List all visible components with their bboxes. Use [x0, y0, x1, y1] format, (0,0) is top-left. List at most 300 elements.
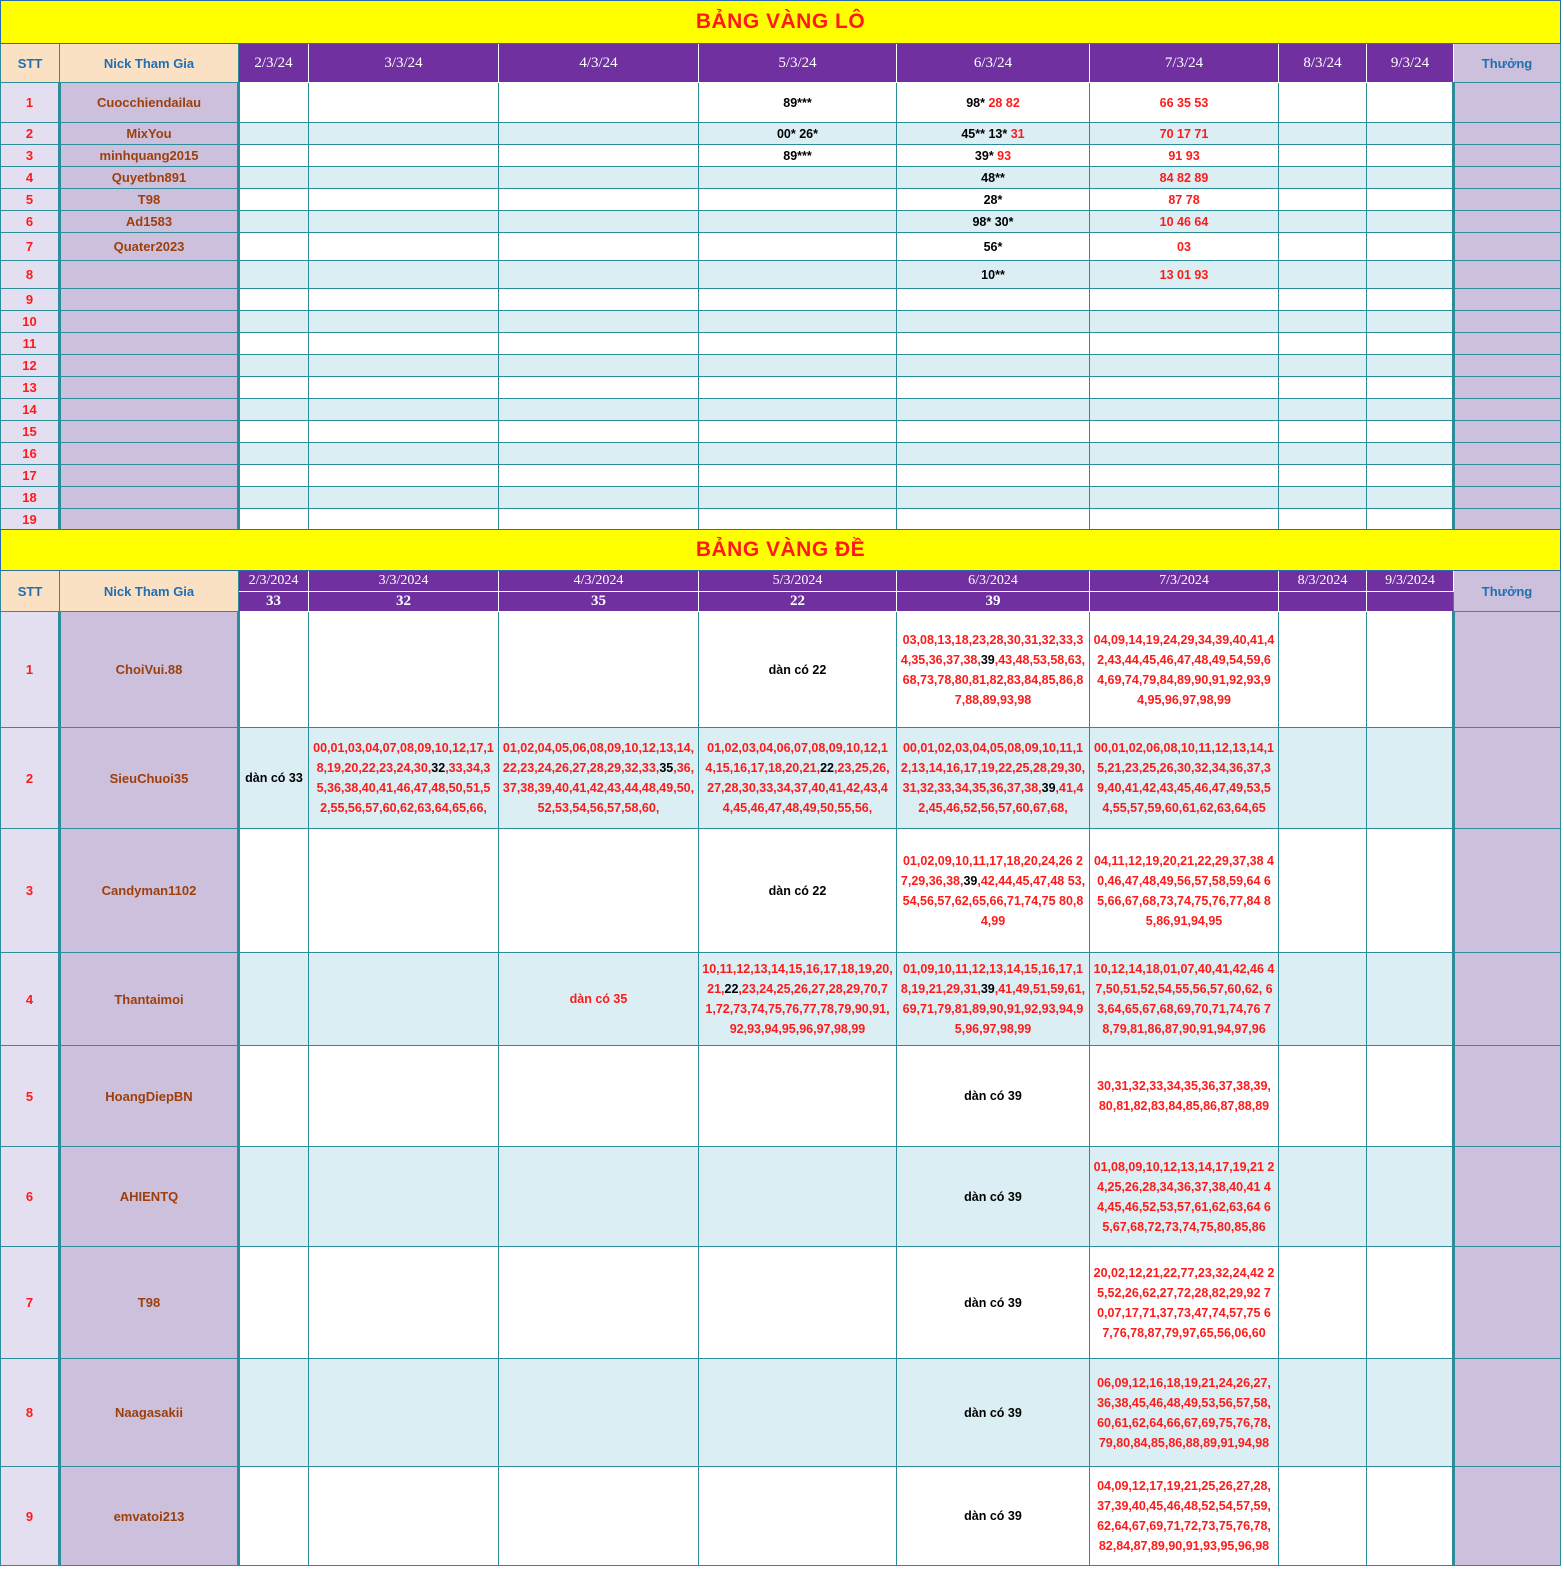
pick-text: 10 46 64: [1159, 214, 1209, 229]
de-row: [1, 829, 1561, 953]
day-cell: [1090, 1147, 1279, 1247]
stt-cell: 3: [1, 145, 60, 167]
day-cell: [1279, 728, 1367, 829]
day-cell: [309, 167, 499, 189]
day-cell: [1279, 1046, 1367, 1147]
lo-row: [1, 233, 1561, 261]
day-cell: [699, 123, 897, 145]
thuong-cell: [1454, 465, 1561, 487]
de-result: 33: [239, 592, 309, 612]
lo-row: [1, 123, 1561, 145]
pick-text: 66 35 53: [1159, 95, 1209, 110]
day-cell: [1279, 289, 1367, 311]
day-cell: [499, 1247, 699, 1359]
day-cell: [239, 1247, 309, 1359]
day-cell: [499, 1467, 699, 1566]
de-header-date: 3/3/2024: [309, 571, 499, 592]
thuong-cell: [1454, 289, 1561, 311]
thuong-cell: [1454, 355, 1561, 377]
day-cell: [309, 487, 499, 509]
day-cell: [499, 612, 699, 728]
thuong-cell: [1454, 953, 1561, 1046]
day-cell: [699, 333, 897, 355]
day-cell: [897, 509, 1090, 531]
day-cell: [699, 509, 897, 531]
de-result: 22: [699, 592, 897, 612]
stt-cell: 16: [1, 443, 60, 465]
day-cell: [897, 1147, 1090, 1247]
day-cell: [309, 612, 499, 728]
day-cell: [1279, 167, 1367, 189]
lo-row: [1, 311, 1561, 333]
day-cell: [499, 377, 699, 399]
day-cell: [1090, 953, 1279, 1046]
day-cell: [699, 261, 897, 289]
stt-cell: 18: [1, 487, 60, 509]
nick-cell: Quater2023: [60, 233, 239, 261]
nick-cell: Ad1583: [60, 211, 239, 233]
de-title: BẢNG VÀNG ĐỀ: [1, 530, 1561, 571]
day-cell: [499, 261, 699, 289]
de-row: [1, 1147, 1561, 1247]
day-cell: [239, 443, 309, 465]
day-cell: [1367, 829, 1454, 953]
de-result: 32: [309, 592, 499, 612]
de-header-thuong: Thưởng: [1454, 571, 1561, 612]
day-cell: [897, 123, 1090, 145]
stt-cell: 17: [1, 465, 60, 487]
day-cell: [1367, 1359, 1454, 1467]
stt-cell: 8: [1, 261, 60, 289]
day-cell: [1090, 83, 1279, 123]
day-cell: [1367, 333, 1454, 355]
day-cell: [1279, 953, 1367, 1046]
nick-cell: SieuChuoi35: [60, 728, 239, 829]
day-cell: [239, 1359, 309, 1467]
day-cell: [1367, 261, 1454, 289]
day-cell: [1090, 421, 1279, 443]
day-cell: [1279, 829, 1367, 953]
de-row: [1, 1359, 1561, 1467]
day-cell: [897, 377, 1090, 399]
day-cell: [699, 487, 897, 509]
pick-text: 39: [980, 652, 995, 667]
day-cell: [239, 123, 309, 145]
pick-text: 45** 13*: [961, 126, 1011, 141]
lo-header-nick: Nick Tham Gia: [60, 44, 239, 83]
thuong-cell: [1454, 189, 1561, 211]
pick-text: 84 82 89: [1159, 170, 1209, 185]
pick-text: 87 78: [1168, 192, 1200, 207]
day-cell: [1279, 1467, 1367, 1566]
lo-row: [1, 83, 1561, 123]
thuong-cell: [1454, 311, 1561, 333]
nick-cell: T98: [60, 189, 239, 211]
pick-text: dàn có 39: [964, 1189, 1022, 1204]
day-cell: [309, 233, 499, 261]
thuong-cell: [1454, 123, 1561, 145]
de-header-nick: Nick Tham Gia: [60, 571, 239, 612]
day-cell: [1090, 167, 1279, 189]
day-cell: [897, 1467, 1090, 1566]
day-cell: [699, 83, 897, 123]
day-cell: [309, 189, 499, 211]
pick-text: dàn có 39: [964, 1509, 1022, 1523]
stt-cell: 4: [1, 167, 60, 189]
de-header-date: 8/3/2024: [1279, 571, 1367, 592]
pick-text: ,23,25,26,27,28,30,33,34,37,40,41,42,43,44,45,46,47,48,49,50,55,56,: [707, 761, 890, 815]
day-cell: [1279, 261, 1367, 289]
pick-text: 01,02,09,10,11,17,18,20,24,26 27,29,36,38,: [900, 853, 1084, 888]
stt-cell: 6: [1, 211, 60, 233]
day-cell: [309, 421, 499, 443]
lo-row: [1, 145, 1561, 167]
day-cell: [699, 612, 897, 728]
day-cell: [309, 261, 499, 289]
pick-text: dàn có 39: [964, 1405, 1022, 1420]
day-cell: [699, 355, 897, 377]
nick-cell: AHIENTQ: [60, 1147, 239, 1247]
day-cell: [309, 728, 499, 829]
day-cell: [309, 289, 499, 311]
pick-text: 39: [980, 982, 995, 996]
de-header-date: 6/3/2024: [897, 571, 1090, 592]
nick-cell: [60, 355, 239, 377]
day-cell: [1367, 953, 1454, 1046]
pick-text: ,41,42,45,46,52,56,57,60,67,68,: [918, 781, 1084, 815]
stt-cell: 5: [1, 189, 60, 211]
day-cell: [1090, 443, 1279, 465]
stt-cell: 3: [1, 829, 60, 953]
day-cell: [309, 1247, 499, 1359]
lo-row: [1, 509, 1561, 531]
day-cell: [1090, 189, 1279, 211]
nick-cell: [60, 261, 239, 289]
pick-text: 70 17 71: [1159, 126, 1209, 141]
pick-text: 39*: [974, 148, 998, 163]
thuong-cell: [1454, 612, 1561, 728]
day-cell: [309, 465, 499, 487]
lo-row: [1, 167, 1561, 189]
day-cell: [1367, 443, 1454, 465]
de-row: [1, 953, 1561, 1046]
lo-row: [1, 487, 1561, 509]
day-cell: [1367, 145, 1454, 167]
day-cell: [699, 145, 897, 167]
pick-text: 01,02,04,05,06,08,09,10,12,13,14,22,23,24,26,27,28,29,32,33,: [502, 741, 695, 775]
pick-text: ,23,24,25,26,27,28,29,70,71,72,73,74,75,76,77,78,79,90,91,92,93,94,95,96,97,98,99: [705, 982, 890, 1036]
day-cell: [309, 83, 499, 123]
stt-cell: 19: [1, 509, 60, 531]
day-cell: [309, 123, 499, 145]
lo-header-date: 9/3/24: [1367, 44, 1454, 83]
day-cell: [499, 311, 699, 333]
stt-cell: 12: [1, 355, 60, 377]
day-cell: [699, 377, 897, 399]
day-cell: [239, 829, 309, 953]
day-cell: [699, 421, 897, 443]
day-cell: [309, 1046, 499, 1147]
pick-text: 13 01 93: [1159, 267, 1209, 282]
day-cell: [1367, 355, 1454, 377]
day-cell: [239, 421, 309, 443]
thuong-cell: [1454, 728, 1561, 829]
day-cell: [1279, 377, 1367, 399]
day-cell: [1279, 421, 1367, 443]
day-cell: [1279, 1247, 1367, 1359]
pick-text: 93: [997, 148, 1012, 163]
nick-cell: minhquang2015: [60, 145, 239, 167]
pick-text: 03,08,13,18,23,28,30,31,32,33,34,35,36,37,38,: [900, 632, 1084, 667]
de-row: [1, 1467, 1561, 1566]
day-cell: [309, 1359, 499, 1467]
day-cell: [239, 612, 309, 728]
day-cell: [239, 83, 309, 123]
day-cell: [499, 1046, 699, 1147]
day-cell: [1090, 1467, 1279, 1566]
day-cell: [897, 399, 1090, 421]
lo-header-date: 2/3/24: [239, 44, 309, 83]
day-cell: [897, 443, 1090, 465]
day-cell: [309, 1147, 499, 1247]
day-cell: [309, 953, 499, 1046]
day-cell: [309, 443, 499, 465]
nick-cell: Quyetbn891: [60, 167, 239, 189]
lo-row: [1, 465, 1561, 487]
pick-text: 04,09,12,17,19,21,25,26,27,28, 37,39,40,45,46,48,52,54,57,59, 62,64,67,69,71,72,73,75,76,78, 82,84,87,89,90,91,93,95,96,98: [1097, 1479, 1271, 1553]
thuong-cell: [1454, 509, 1561, 531]
nick-cell: [60, 311, 239, 333]
day-cell: [897, 421, 1090, 443]
stt-cell: 1: [1, 83, 60, 123]
lo-row: [1, 443, 1561, 465]
day-cell: [699, 465, 897, 487]
day-cell: [699, 728, 897, 829]
thuong-cell: [1454, 1046, 1561, 1147]
day-cell: [309, 377, 499, 399]
day-cell: [499, 333, 699, 355]
thuong-cell: [1454, 145, 1561, 167]
day-cell: [499, 355, 699, 377]
day-cell: [1090, 145, 1279, 167]
nick-cell: T98: [60, 1247, 239, 1359]
day-cell: [897, 1046, 1090, 1147]
de-header-date: 7/3/2024: [1090, 571, 1279, 592]
day-cell: [1090, 289, 1279, 311]
day-cell: [499, 1359, 699, 1467]
thuong-cell: [1454, 1359, 1561, 1467]
day-cell: [699, 311, 897, 333]
thuong-cell: [1454, 1147, 1561, 1247]
thuong-cell: [1454, 1247, 1561, 1359]
nick-cell: [60, 465, 239, 487]
day-cell: [897, 355, 1090, 377]
day-cell: [1279, 1147, 1367, 1247]
stt-cell: 8: [1, 1359, 60, 1467]
day-cell: [897, 612, 1090, 728]
thuong-cell: [1454, 83, 1561, 123]
day-cell: [699, 1359, 897, 1467]
day-cell: [239, 333, 309, 355]
day-cell: [239, 189, 309, 211]
day-cell: [239, 1467, 309, 1566]
pick-text: dàn có 35: [569, 992, 628, 1006]
lo-header-date: 4/3/24: [499, 44, 699, 83]
lo-row: [1, 289, 1561, 311]
stt-cell: 9: [1, 1467, 60, 1566]
thuong-cell: [1454, 211, 1561, 233]
day-cell: [309, 355, 499, 377]
day-cell: [1090, 399, 1279, 421]
day-cell: [309, 509, 499, 531]
de-header-date: 4/3/2024: [499, 571, 699, 592]
pick-text: 01,02,03,04,06,07,08,09,10,12,14,15,16,17,18,20,21,: [705, 741, 888, 775]
stt-cell: 9: [1, 289, 60, 311]
day-cell: [1090, 1046, 1279, 1147]
pick-text: 20,02,12,21,22,77,23,32,24,42 25,52,26,62,27,72,28,82,29,92 70,07,17,71,37,73,47,74,57,75 67,76,78,87,79,97,65,56,06,60: [1093, 1265, 1275, 1340]
day-cell: [1367, 211, 1454, 233]
stt-cell: 2: [1, 123, 60, 145]
day-cell: [699, 211, 897, 233]
day-cell: [239, 953, 309, 1046]
day-cell: [1279, 612, 1367, 728]
thuong-cell: [1454, 167, 1561, 189]
lo-header-thuong: Thưởng: [1454, 44, 1561, 83]
pick-text: 10,11,12,13,14,15,16,17,18,19,20,21,: [702, 962, 893, 996]
nick-cell: ChoiVui.88: [60, 612, 239, 728]
day-cell: [499, 167, 699, 189]
day-cell: [699, 167, 897, 189]
pick-text: 01,09,10,11,12,13,14,15,16,17,18,19,21,29,31,: [900, 962, 1084, 996]
lo-row: [1, 261, 1561, 289]
de-header-stt: STT: [1, 571, 60, 612]
nick-cell: [60, 399, 239, 421]
day-cell: [499, 953, 699, 1046]
pick-text: ,42,44,45,47,48 53,54,56,57,62,65,66,71,74,75 80,84,99: [902, 873, 1086, 928]
day-cell: [309, 399, 499, 421]
de-header-date: 9/3/2024: [1367, 571, 1454, 592]
day-cell: [1090, 123, 1279, 145]
day-cell: [1279, 355, 1367, 377]
stt-cell: 1: [1, 612, 60, 728]
stt-cell: 7: [1, 1247, 60, 1359]
nick-cell: Candyman1102: [60, 829, 239, 953]
thuong-cell: [1454, 487, 1561, 509]
day-cell: [239, 145, 309, 167]
nick-cell: emvatoi213: [60, 1467, 239, 1566]
nick-cell: Thantaimoi: [60, 953, 239, 1046]
lo-row: [1, 189, 1561, 211]
day-cell: [1367, 289, 1454, 311]
day-cell: [1367, 728, 1454, 829]
de-header-date: 5/3/2024: [699, 571, 897, 592]
lo-row: [1, 355, 1561, 377]
pick-text: 28 82: [988, 95, 1020, 110]
lo-table: [0, 0, 1561, 531]
stt-cell: 14: [1, 399, 60, 421]
day-cell: [499, 123, 699, 145]
pick-text: 00,01,03,04,07,08,09,10,12,17,18,19,20,22,23,24,30,: [313, 741, 494, 775]
pick-text: 39: [1041, 781, 1056, 795]
day-cell: [897, 829, 1090, 953]
day-cell: [239, 261, 309, 289]
pick-text: 03: [1177, 239, 1191, 254]
nick-cell: HoangDiepBN: [60, 1046, 239, 1147]
day-cell: [1367, 311, 1454, 333]
day-cell: [239, 355, 309, 377]
de-result: 35: [499, 592, 699, 612]
day-cell: [499, 465, 699, 487]
day-cell: [1367, 233, 1454, 261]
day-cell: [1367, 189, 1454, 211]
day-cell: [1090, 829, 1279, 953]
pick-text: dàn có 22: [768, 883, 827, 898]
day-cell: [239, 289, 309, 311]
day-cell: [499, 829, 699, 953]
day-cell: [1279, 123, 1367, 145]
day-cell: [897, 487, 1090, 509]
day-cell: [1090, 211, 1279, 233]
day-cell: [309, 145, 499, 167]
day-cell: [1367, 509, 1454, 531]
lo-header-date: 3/3/24: [309, 44, 499, 83]
day-cell: [239, 1147, 309, 1247]
pick-text: 28*: [983, 192, 1003, 207]
day-cell: [239, 377, 309, 399]
day-cell: [1367, 487, 1454, 509]
lo-header-date: 6/3/24: [897, 44, 1090, 83]
pick-text: 39: [963, 873, 978, 888]
pick-text: 10**: [981, 267, 1005, 282]
day-cell: [1367, 1147, 1454, 1247]
day-cell: [1367, 83, 1454, 123]
thuong-cell: [1454, 399, 1561, 421]
nick-cell: Cuocchiendailau: [60, 83, 239, 123]
day-cell: [1367, 1046, 1454, 1147]
pick-text: 04,09,14,19,24,29,34,39,40,41,42,43,44,45,46,47,48,49,54,59,64,69,74,79,84,89,90,91,92,93,94,95,96,97,98,99: [1093, 632, 1275, 707]
nick-cell: [60, 333, 239, 355]
day-cell: [499, 487, 699, 509]
pick-text: 32: [431, 761, 446, 775]
day-cell: [309, 829, 499, 953]
day-cell: [1090, 355, 1279, 377]
de-table: [0, 529, 1561, 1566]
day-cell: [1367, 377, 1454, 399]
day-cell: [1279, 1359, 1367, 1467]
day-cell: [239, 509, 309, 531]
day-cell: [1279, 211, 1367, 233]
thuong-cell: [1454, 233, 1561, 261]
pick-text: 00* 26*: [776, 126, 818, 141]
day-cell: [239, 465, 309, 487]
stt-cell: 4: [1, 953, 60, 1046]
lo-row: [1, 211, 1561, 233]
day-cell: [499, 443, 699, 465]
day-cell: [1279, 83, 1367, 123]
nick-cell: [60, 377, 239, 399]
de-result: 39: [897, 592, 1090, 612]
stt-cell: 5: [1, 1046, 60, 1147]
day-cell: [499, 145, 699, 167]
thuong-cell: [1454, 333, 1561, 355]
nick-cell: [60, 509, 239, 531]
day-cell: [1279, 189, 1367, 211]
day-cell: [897, 167, 1090, 189]
day-cell: [1090, 612, 1279, 728]
stt-cell: 2: [1, 728, 60, 829]
day-cell: [897, 211, 1090, 233]
day-cell: [699, 1046, 897, 1147]
